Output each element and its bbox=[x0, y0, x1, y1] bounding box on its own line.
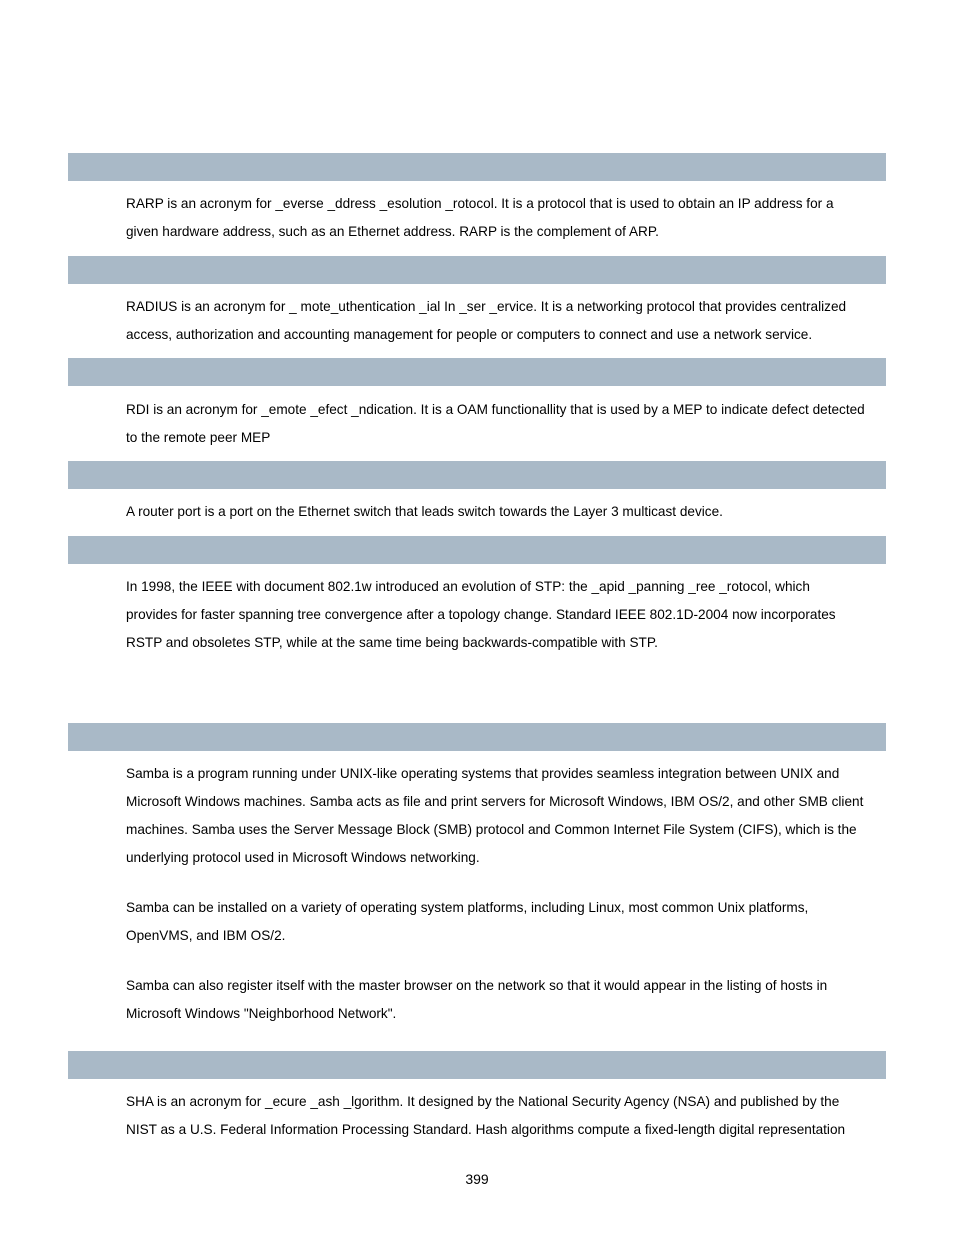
term-heading-bar-samba bbox=[68, 723, 886, 751]
definition-line: Microsoft Windows machines. Samba acts as file and print servers for Microsoft Windows, IBM OS/2, and other SMB client bbox=[126, 794, 864, 809]
definition-radius bbox=[126, 293, 886, 349]
page-number: 399 bbox=[465, 1171, 489, 1187]
term-heading-bar-router-port bbox=[68, 461, 886, 489]
definition-line: NIST as a U.S. Federal Information Processing Standard. Hash algorithms compute a fixed-length digital representation bbox=[126, 1122, 846, 1137]
definition-sha bbox=[126, 1088, 886, 1144]
definition-line: to the remote peer MEP bbox=[126, 430, 271, 445]
definition-line: RARP is an acronym for _everse _ddress _esolution _rotocol. It is a protocol that is used to obtain an IP address for a bbox=[126, 196, 834, 211]
definition-line: underlying protocol used in Microsoft Windows networking. bbox=[126, 850, 480, 865]
definition-line: given hardware address, such as an Ethernet address. RARP is the complement of ARP. bbox=[126, 224, 659, 239]
definition-line: In 1998, the IEEE with document 802.1w introduced an evolution of STP: the _apid _panning _ree _rotocol, which bbox=[126, 579, 810, 594]
definition-line: Samba can also register itself with the master browser on the network so that it would appear in the listing of hosts in bbox=[126, 978, 828, 993]
definition-line: Microsoft Windows "Neighborhood Network". bbox=[126, 1006, 397, 1021]
definition-rdi bbox=[126, 396, 886, 452]
definition-line: A router port is a port on the Ethernet switch that leads switch towards the Layer 3 multicast device. bbox=[126, 504, 723, 519]
definition-line: Samba can be installed on a variety of operating system platforms, including Linux, most common Unix platforms, bbox=[126, 900, 809, 915]
definition-rarp bbox=[126, 190, 886, 246]
definition-line: provides for faster spanning tree convergence after a topology change. Standard IEEE 802.1D-2004 now incorporates bbox=[126, 607, 836, 622]
definition-line: RADIUS is an acronym for _ mote_uthentication _ial In _ser _ervice. It is a networking protocol that provides centralized bbox=[126, 299, 847, 314]
term-heading-bar-rstp bbox=[68, 536, 886, 564]
definition-samba-paragraph-3 bbox=[126, 972, 886, 1028]
definition-line: Samba is a program running under UNIX-like operating systems that provides seamless integration between UNIX and bbox=[126, 766, 840, 781]
definition-samba-paragraph-1 bbox=[126, 760, 886, 872]
term-heading-bar-rdi bbox=[68, 358, 886, 386]
term-heading-bar-rarp bbox=[68, 153, 886, 181]
definition-line: SHA is an acronym for _ecure _ash _lgorithm. It designed by the National Security Agency (NSA) and published by the bbox=[126, 1094, 840, 1109]
definition-samba-paragraph-2 bbox=[126, 894, 886, 950]
definition-line: machines. Samba uses the Server Message Block (SMB) protocol and Common Internet File System (CIFS), which is the bbox=[126, 822, 857, 837]
definition-line: RSTP and obsoletes STP, while at the same time being backwards-compatible with STP. bbox=[126, 635, 658, 650]
definition-router-port bbox=[126, 498, 886, 526]
definition-line: OpenVMS, and IBM OS/2. bbox=[126, 928, 286, 943]
definition-rstp bbox=[126, 573, 886, 657]
term-heading-bar-radius bbox=[68, 256, 886, 284]
definition-line: access, authorization and accounting management for people or computers to connect and use a network service. bbox=[126, 327, 813, 342]
definition-line: RDI is an acronym for _emote _efect _ndication. It is a OAM functionallity that is used by a MEP to indicate defect detected bbox=[126, 402, 865, 417]
term-heading-bar-sha bbox=[68, 1051, 886, 1079]
